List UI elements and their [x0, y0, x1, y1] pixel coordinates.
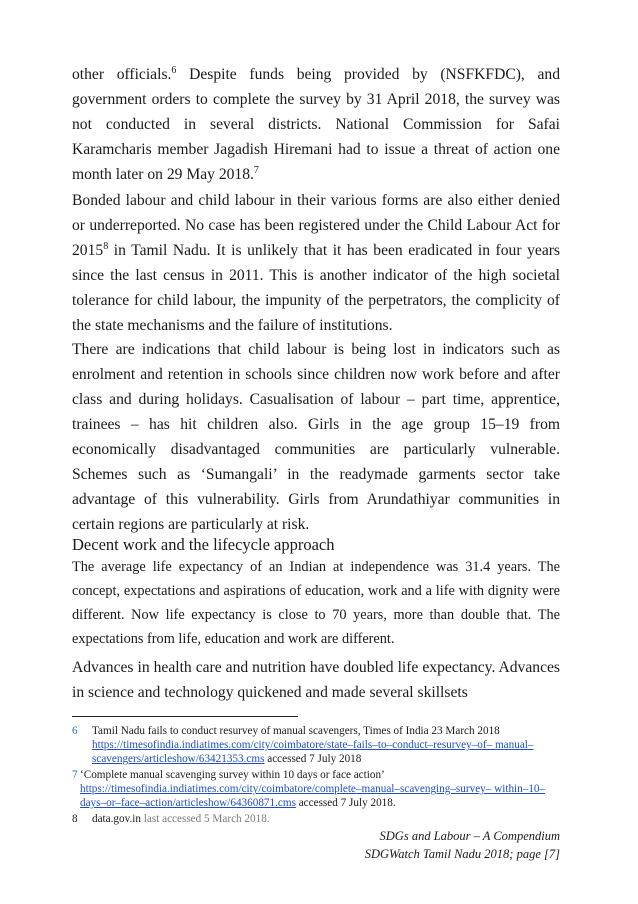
footnote-link[interactable]: https://timesofindia.indiatimes.com/city/coimbatore/complete–manual–scavenging–survey– within–10–days–or–face–action/articleshow/64360871.cms — [80, 783, 546, 810]
footnote-text: Tamil Nadu fails to conduct resurvey of manual scavengers, Times of India 23 March 2018 — [92, 725, 500, 737]
footnote-7 — [72, 768, 572, 810]
footnote-divider — [72, 716, 298, 717]
footnote-ref-6[interactable]: 6 — [171, 64, 177, 76]
footnote-ref-7[interactable]: 7 — [253, 164, 259, 176]
paragraph-advances: Advances in health care and nutrition have doubled life expectancy. Advances in science and technology quickened and made several skillsets — [72, 659, 560, 701]
paragraph-survey — [72, 62, 560, 187]
paragraph-text: other officials. — [72, 66, 172, 83]
paragraph-child-labour: There are indications that child labour is being lost in indicators such as enrolment and retention in schools since children now work before and after class and during holidays. Casualisation of labour – part time, apprentice, trainees – has hit children also. Girls in the age group 15–19 from economically disadvantaged communities are particularly vulnerable. Schemes such as ‘Sumangali’ in the readymade garments sector take advantage of this vulnerability. Girls from Arundathiyar communities in certain regions are particularly at risk. — [72, 341, 560, 533]
paragraph-life-expectancy: The average life expectancy of an Indian at independence was 31.4 years. The concept, expectations and aspirations of education, work and a life with dignity were different. Now life expectancy is close to 70 years, more than double that. The expectations from life, education and work are different. — [72, 559, 560, 647]
footnote-text: accessed 7 July 2018. — [295, 797, 396, 810]
paragraph-text: Bonded labour and child labour in their various forms are also either denied or underreported. No case has been registered under the Child Labour Act for 2015 — [72, 192, 560, 259]
footnote-text: ‘Complete manual scavenging survey within 10 days or face action’ — [80, 769, 384, 781]
paragraph-text: in Tamil Nadu. It is unlikely that it has been eradicated in four years since the last census in 2011. This is another indicator of the high societal tolerance for child labour, the impunity of the perpetrators, the complicity of the state mechanisms and the failure of institutions. — [72, 242, 560, 334]
footnote-text: accessed 7 July 2018 — [264, 753, 362, 766]
footnote-number: 8 — [72, 813, 78, 825]
paragraph-bonded-labour — [72, 188, 560, 338]
footnote-number: 6 — [72, 725, 78, 737]
footer-page: SDGWatch Tamil Nadu 2018; page [7] — [364, 847, 560, 861]
footnote-text: data.gov.in — [92, 813, 144, 825]
footnote-ref-8[interactable]: 8 — [103, 240, 109, 252]
footnote-text: last accessed 5 March 2018. — [143, 813, 270, 825]
footer-title: SDGs and Labour – A Compendium — [379, 829, 560, 843]
paragraph-text: Despite funds being provided by (NSFKFDC), and government orders to complete the survey by 31 April 2018, the survey was not conducted in several districts. National Commission for Safai Karamcharis member Jagadish Hiremani had to issue a threat of action one month later on 29 May 2018. — [72, 66, 560, 183]
footnote-link[interactable]: https://timesofindia.indiatimes.com/city/coimbatore/state–fails–to–conduct–resurvey–of– manual–scavengers/articleshow/63421353.cms — [92, 739, 534, 766]
section-heading: Decent work and the lifecycle approach — [72, 535, 335, 554]
footnote-8 — [72, 812, 572, 826]
footnote-6 — [72, 724, 572, 766]
footnote-number: 7 — [72, 769, 78, 781]
